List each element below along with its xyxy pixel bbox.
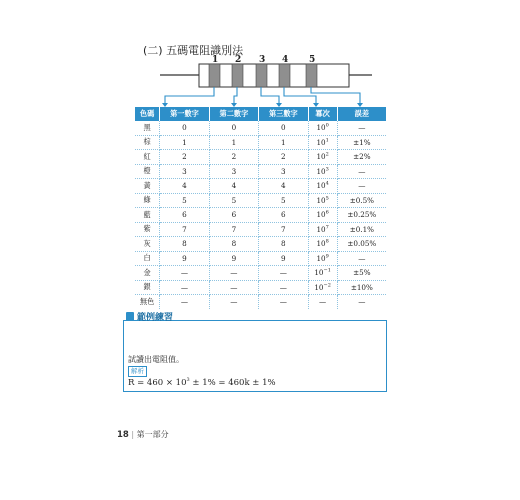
- table-row: [135, 237, 386, 252]
- digit-1-cell: 9: [160, 251, 209, 266]
- digit-2-cell: 3: [209, 164, 258, 179]
- digit-2-cell: 5: [209, 193, 258, 208]
- page-footer: 18 | 第一部分: [117, 430, 169, 440]
- digit-1-cell: 5: [160, 193, 209, 208]
- digit-2-cell: 4: [209, 179, 258, 194]
- digit-1-cell: 3: [160, 164, 209, 179]
- solution-label: 解析: [128, 366, 147, 377]
- band-4: [279, 64, 290, 87]
- table-row: [135, 222, 386, 237]
- color-cell: 藍: [135, 208, 160, 223]
- arrow-band-1: [165, 87, 214, 104]
- section-name: 第一部分: [136, 430, 169, 439]
- table-row: [135, 135, 386, 150]
- digit-3-cell: —: [259, 295, 308, 309]
- power-cell: $10^2$: [308, 150, 337, 165]
- digit-1-cell: 2: [160, 150, 209, 165]
- band-number-2: 2: [235, 55, 242, 65]
- power-cell: $10^{-1}$: [308, 266, 337, 281]
- color-cell: 綠: [135, 193, 160, 208]
- digit-2-cell: —: [209, 295, 258, 309]
- band-number-3: 3: [259, 55, 266, 65]
- tolerance-cell: ±5%: [337, 266, 386, 281]
- tolerance-cell: ±0.05%: [337, 237, 386, 252]
- digit-2-cell: 1: [209, 135, 258, 150]
- digit-1-cell: 6: [160, 208, 209, 223]
- tolerance-cell: —: [337, 179, 386, 194]
- digit-1-cell: 4: [160, 179, 209, 194]
- band-1: [209, 64, 220, 87]
- header-digit-2: 第二數字: [209, 107, 258, 121]
- table-row: [135, 266, 386, 281]
- digit-2-cell: —: [209, 280, 258, 295]
- color-cell: 棕: [135, 135, 160, 150]
- table-row: [135, 280, 386, 295]
- bookmark-icon: [126, 312, 134, 321]
- digit-2-cell: 8: [209, 237, 258, 252]
- band-number-5: 5: [309, 55, 316, 65]
- digit-1-cell: 7: [160, 222, 209, 237]
- digit-3-cell: 3: [259, 164, 308, 179]
- table-row: [135, 179, 386, 194]
- power-cell: $10^3$: [308, 164, 337, 179]
- digit-1-cell: —: [160, 280, 209, 295]
- band-2: [232, 64, 243, 87]
- power-cell: $10^{-2}$: [308, 280, 337, 295]
- digit-1-cell: 0: [160, 121, 209, 135]
- tolerance-cell: —: [337, 251, 386, 266]
- solution-formula: $R = 460 \times 10^3 \pm 1\% = 460k \pm 1\%$: [128, 377, 276, 388]
- digit-3-cell: 0: [259, 121, 308, 135]
- power-cell: $10^6$: [308, 208, 337, 223]
- digit-3-cell: 1: [259, 135, 308, 150]
- color-cell: 黃: [135, 179, 160, 194]
- color-cell: 橙: [135, 164, 160, 179]
- digit-2-cell: —: [209, 266, 258, 281]
- digit-3-cell: 9: [259, 251, 308, 266]
- power-cell: $10^9$: [308, 251, 337, 266]
- digit-1-cell: 8: [160, 237, 209, 252]
- arrow-band-5: [311, 87, 360, 104]
- band-number-4: 4: [282, 55, 289, 65]
- page-number: 18: [117, 430, 129, 440]
- table-row: [135, 150, 386, 165]
- tolerance-cell: ±0.5%: [337, 193, 386, 208]
- digit-3-cell: 6: [259, 208, 308, 223]
- band-number-1: 1: [212, 55, 219, 65]
- tolerance-cell: ±2%: [337, 150, 386, 165]
- tolerance-cell: ±0.1%: [337, 222, 386, 237]
- color-cell: 白: [135, 251, 160, 266]
- table-row: [135, 121, 386, 135]
- color-cell: 紅: [135, 150, 160, 165]
- power-cell: $10^0$: [308, 121, 337, 135]
- power-cell: $10^5$: [308, 193, 337, 208]
- header-tolerance: 誤差: [337, 107, 386, 121]
- color-cell: 黑: [135, 121, 160, 135]
- digit-3-cell: 4: [259, 179, 308, 194]
- tolerance-cell: —: [358, 297, 366, 307]
- digit-1-cell: 1: [160, 135, 209, 150]
- power-cell: $10^1$: [308, 135, 337, 150]
- color-code-table: [135, 107, 386, 309]
- power-cell: $10^4$: [308, 179, 337, 194]
- power-cell: —: [308, 295, 337, 309]
- arrow-band-2: [234, 87, 237, 104]
- digit-1-cell: —: [160, 266, 209, 281]
- example-heading-text: 範例練習: [137, 313, 174, 323]
- tolerance-cell: —: [337, 164, 386, 179]
- header-digit-1: 第一數字: [160, 107, 209, 121]
- header-digit-3: 第三數字: [259, 107, 308, 121]
- arrow-band-3: [261, 87, 279, 104]
- section-title: (二) 五碼電阻識別法: [143, 44, 244, 57]
- digit-2-cell: 9: [209, 251, 258, 266]
- color-cell: 灰: [135, 237, 160, 252]
- tolerance-cell: —: [337, 121, 386, 135]
- table-row: [135, 193, 386, 208]
- band-3: [256, 64, 267, 87]
- table-row: [135, 251, 386, 266]
- color-cell: 銀: [135, 280, 160, 295]
- digit-3-cell: 2: [259, 150, 308, 165]
- header-power: 冪次: [308, 107, 337, 121]
- digit-3-cell: —: [259, 266, 308, 281]
- power-cell: $10^8$: [308, 237, 337, 252]
- resistor-body: [199, 64, 349, 87]
- color-cell: 無色: [135, 295, 160, 309]
- table-row: [135, 164, 386, 179]
- digit-2-cell: 6: [209, 208, 258, 223]
- digit-3-cell: 5: [259, 193, 308, 208]
- table-row: [135, 208, 386, 223]
- digit-2-cell: 0: [209, 121, 258, 135]
- color-cell: 紫: [135, 222, 160, 237]
- power-cell: $10^7$: [308, 222, 337, 237]
- band-5: [306, 64, 317, 87]
- table-row: [135, 295, 386, 309]
- digit-3-cell: 8: [259, 237, 308, 252]
- digit-3-cell: —: [259, 280, 308, 295]
- tolerance-cell: ±1%: [337, 135, 386, 150]
- digit-2-cell: 2: [209, 150, 258, 165]
- digit-2-cell: 7: [209, 222, 258, 237]
- digit-3-cell: 7: [259, 222, 308, 237]
- example-prompt: 試讀出電阻值。: [128, 355, 184, 364]
- color-cell: 金: [135, 266, 160, 281]
- digit-1-cell: —: [160, 295, 209, 309]
- header-color: 色碼: [135, 107, 160, 121]
- table-header-row: [135, 107, 386, 121]
- example-heading: [126, 310, 173, 323]
- tolerance-cell: ±0.25%: [337, 208, 386, 223]
- tolerance-cell: ±10%: [337, 280, 386, 295]
